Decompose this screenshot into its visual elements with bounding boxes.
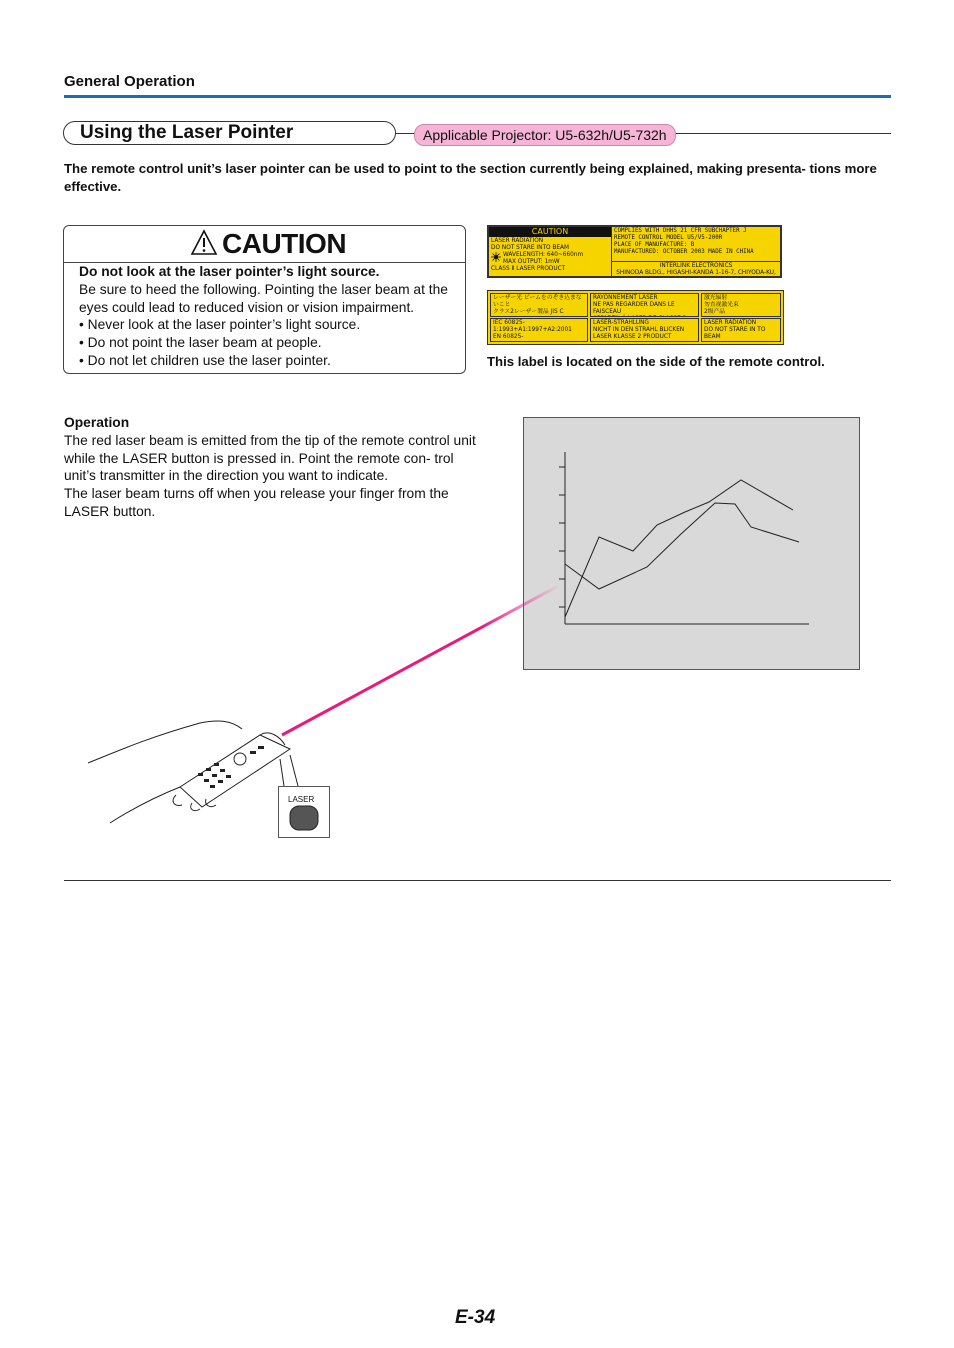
operation-paragraph: The red laser beam is emitted from the tip of the remote control unit while the LASER button is pressed in. Point the remote con- trol unit’s transmitter in the direction you want to indicate. — [64, 432, 476, 484]
applicable-projector-badge: Applicable Projector: U5-632h/U5-732h — [414, 124, 676, 146]
caution-lead: Do not look at the laser pointer’s light source. — [79, 264, 380, 279]
label2-line: LASER KLASSE 2 PRODUCT — [593, 334, 672, 340]
label1-line: MANUFACTURED: OCTOBER 2003 MADE IN CHINA — [614, 249, 754, 255]
label1-company: INTERLINK ELECTRONICS — [659, 263, 733, 269]
caution-bullet: • Never look at the laser pointer’s light source. — [79, 317, 361, 333]
operation-paragraph: The laser beam turns off when you release your finger from the LASER button. — [64, 486, 449, 519]
label2-line: EN 60825- — [493, 334, 524, 340]
label2-line: IEC 60825-1:1993+A1:1997+A2:2001 — [493, 320, 572, 333]
label2-line: LASER-STRAHLUNG — [593, 320, 649, 326]
label1-line: REMOTE CONTROL MODEL U5/V5-200R — [614, 235, 723, 241]
label2-line: RAYONNEMENT LASER — [593, 295, 658, 301]
label1-line: LASER RADIATION — [491, 238, 544, 244]
label1-line: WAVELENGTH: 640~660nm — [503, 252, 584, 258]
label2-line: クラス2レーザー製品 JIS C — [493, 309, 564, 315]
label1-line: DO NOT STARE INTO BEAM — [491, 245, 570, 251]
caution-title: CAUTION — [222, 228, 347, 259]
caution-text: Be sure to heed the following. Pointing the laser beam at the eyes could lead to reduced vision or vision impairment. — [79, 281, 448, 315]
bottom-rule — [64, 880, 891, 881]
operation-title: Operation — [64, 415, 130, 430]
intro-paragraph: The remote control unit’s laser pointer can be used to point to the section currently being explained, making presenta- tions more effective. — [64, 161, 877, 194]
caution-bullet: • Do not let children use the laser pointer. — [79, 352, 331, 368]
hand-remote-illustration — [80, 715, 300, 825]
laser-button-label: LASER — [288, 795, 315, 804]
laser-button-icon — [289, 805, 319, 831]
label1-line: PLACE OF MANUFACTURE: B — [614, 242, 695, 248]
label1-line: CLASS Ⅱ LASER PRODUCT — [491, 266, 566, 272]
label1-address: SHINODA BLDG., HIGASHI-KANDA 1-16-7, CHIYODA-KU, — [616, 270, 776, 276]
label1-line: MAX OUTPUT: 1mW — [503, 259, 560, 265]
page-title: Using the Laser Pointer — [80, 122, 294, 143]
label2-line: 勿直视激光束 — [704, 302, 739, 308]
label2-line: NICHT IN DEN STRAHL BLICKEN — [593, 327, 685, 333]
label1-line: COMPLIES WITH DHHS 21 CFR SUBCHAPTER J — [614, 228, 747, 234]
caution-bullet: • Do not point the laser beam at people. — [79, 335, 322, 351]
page-number: E-34 — [455, 1307, 496, 1328]
section-header: General Operation — [64, 73, 195, 90]
label1-caution-band: CAUTION — [489, 227, 611, 237]
label2-line: LASER RADIATION — [704, 320, 757, 326]
label2-line: 2级产品 — [704, 309, 726, 315]
label-caption: This label is located on the side of the remote control. — [487, 354, 825, 369]
label2-line: DO NOT STARE IN TO BEAM — [704, 327, 766, 340]
label2-line: レーザー光 ビームをのぞき込まないこと — [493, 295, 582, 308]
label2-line: NE PAS REGARDER DANS LE FAISCEAU — [593, 302, 675, 315]
label2-line: 激光辐射 — [704, 295, 728, 301]
